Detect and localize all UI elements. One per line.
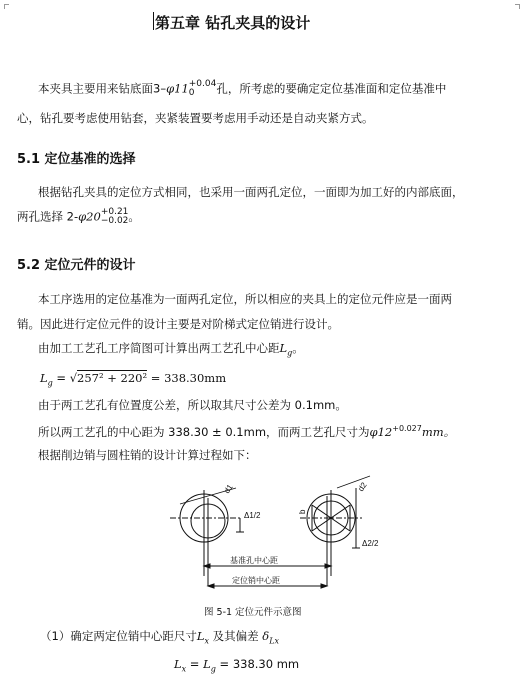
center-distance-formula: $L_g = √257^2 + 220^2 = 338.30mm$ xyxy=(40,371,227,388)
label-delta1: Δ1/2 xyxy=(244,511,261,520)
figure-caption: 图 5-1 定位元件示意图 xyxy=(204,607,302,618)
section1-line-2: 两孔选择 2-φ20 +0.21 −0.02 。 xyxy=(17,207,140,226)
section2-p1-line-2: 销。因此进行定位元件的设计主要是对阶梯式定位销进行设计。 xyxy=(17,317,339,331)
intro-line-1: 本夹具主要用来钻底面3–φ11 +0.04 0 孔，所考虑的要确定定位基准面和定位基准中 xyxy=(38,79,447,98)
section1-line-1: 根据钻孔夹具的定位方式相同，也采用一面两孔定位，一面即为加工好的内部底面， xyxy=(38,185,464,199)
section2-p3: 由于两工艺孔有位置度公差，所以取其尺寸公差为 0.1mm。 xyxy=(38,398,347,412)
label-d1: d1 xyxy=(222,482,235,496)
section2-p2: 由加工工艺孔工序简图可计算出两工艺孔中心距$L_g$。 xyxy=(38,341,304,358)
section2-p4: 所以两工艺孔的中心距为 338.30 ± 0.1mm，而两工艺孔尺寸为$\varphi 12^{+0.027}mm$。 xyxy=(38,424,456,439)
intro-line-2: 心，钻孔要考虑使用钻套，夹紧装置要考虑用手动还是自动夹紧方式。 xyxy=(17,111,374,125)
section-heading-5-1: 5.1 定位基准的选择 xyxy=(17,152,136,167)
step-1-heading: （1）确定两定位销中心距尺寸$L_x$ 及其偏差 $\delta_{Lx}$ xyxy=(40,629,280,646)
section2-p1-line-1: 本工序选用的定位基准为一面两孔定位，所以相应的夹具上的定位元件应是一面两 xyxy=(38,292,452,306)
locating-element-diagram xyxy=(0,468,524,608)
label-delta2: Δ2/2 xyxy=(362,539,379,548)
section-heading-5-2: 5.2 定位元件的设计 xyxy=(17,258,136,273)
corner-mark-tl xyxy=(4,4,9,9)
section2-p5: 根据削边销与圆柱销的设计计算过程如下： xyxy=(38,448,257,462)
chapter-title: 第五章 钻孔夹具的设计 xyxy=(155,14,311,32)
corner-mark-tr xyxy=(515,4,520,9)
sqrt-sign: √ xyxy=(69,371,78,385)
label-upper-dimension: 基准孔中心距 xyxy=(230,556,278,565)
text-cursor xyxy=(153,12,154,30)
label-lower-dimension: 定位销中心距 xyxy=(232,576,280,585)
pin-distance-formula: $L_x = L_g = 338.30$ mm xyxy=(174,657,300,674)
label-d2: d2 xyxy=(356,480,369,494)
label-b: b xyxy=(298,509,307,514)
